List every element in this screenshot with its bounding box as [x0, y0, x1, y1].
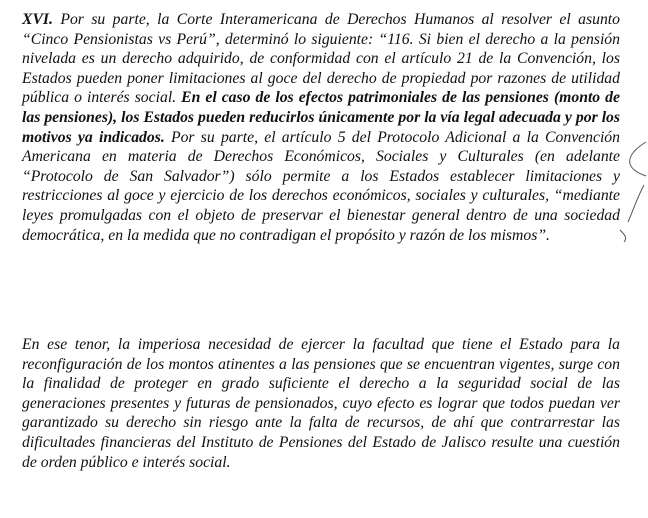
paragraph-text: Por su parte, el artículo 5 del Protocolo Adicional a la Convención Americana en materia de Derechos Económicos, Sociales y Culturales (en adelante “Protocolo de San Salvador”) sólo permite a los Estados establecer limitaciones y restricciones al goce y ejercicio de los derechos económicos, sociales y culturales, “mediante leyes promulgadas con el objeto de preservar el bienestar general dentro de una sociedad democrática, en la medida que no contradigan el propósito y razón de los mismos”.: [22, 128, 620, 244]
paragraph-text: Por su parte, la Corte Interamericana de Derechos Humanos al resolver el asunto “Cinco Pensionistas vs Perú”, determinó lo siguiente: “116. Si bien el derecho a la pensión nivelada es un derecho adquirido, de conformidad con el artículo 21 de la Convención, los Estados pueden poner limitaciones al goce del derecho de propiedad por razones de utilidad pública o interés social.: [22, 11, 620, 107]
paragraph-text: En ese tenor, la imperiosa necesidad de ejercer la facultad que tiene el Estado para la reconfiguración de los montos atinentes a las pensiones que se encuentran vigentes, surge con la finalidad de proteger en grado suficiente el derecho a la seguridad social de las generaciones presentes y futuras de pensionados, cuyo efecto es lograr que todos puedan ver garantizado su derecho sin riesgo ante la falta de recursos, de ahí que contrarrestar las dificultades financieras del Instituto de Pensiones del Estado de Jalisco resulte una cuestión de orden público e interés social.: [22, 336, 620, 471]
section-number: XVI.: [22, 11, 53, 28]
paragraph-xvi: [22, 10, 620, 245]
margin-annotation-mark: [618, 130, 648, 250]
paragraph-en-ese-tenor: [22, 335, 620, 472]
emphasized-quote: En el caso de los efectos patrimoniales de las pensiones (monto de las pensiones), los Estados pueden reducirlos únicamente por la vía legal adecuada y por los motivos ya indicados.: [22, 89, 620, 146]
